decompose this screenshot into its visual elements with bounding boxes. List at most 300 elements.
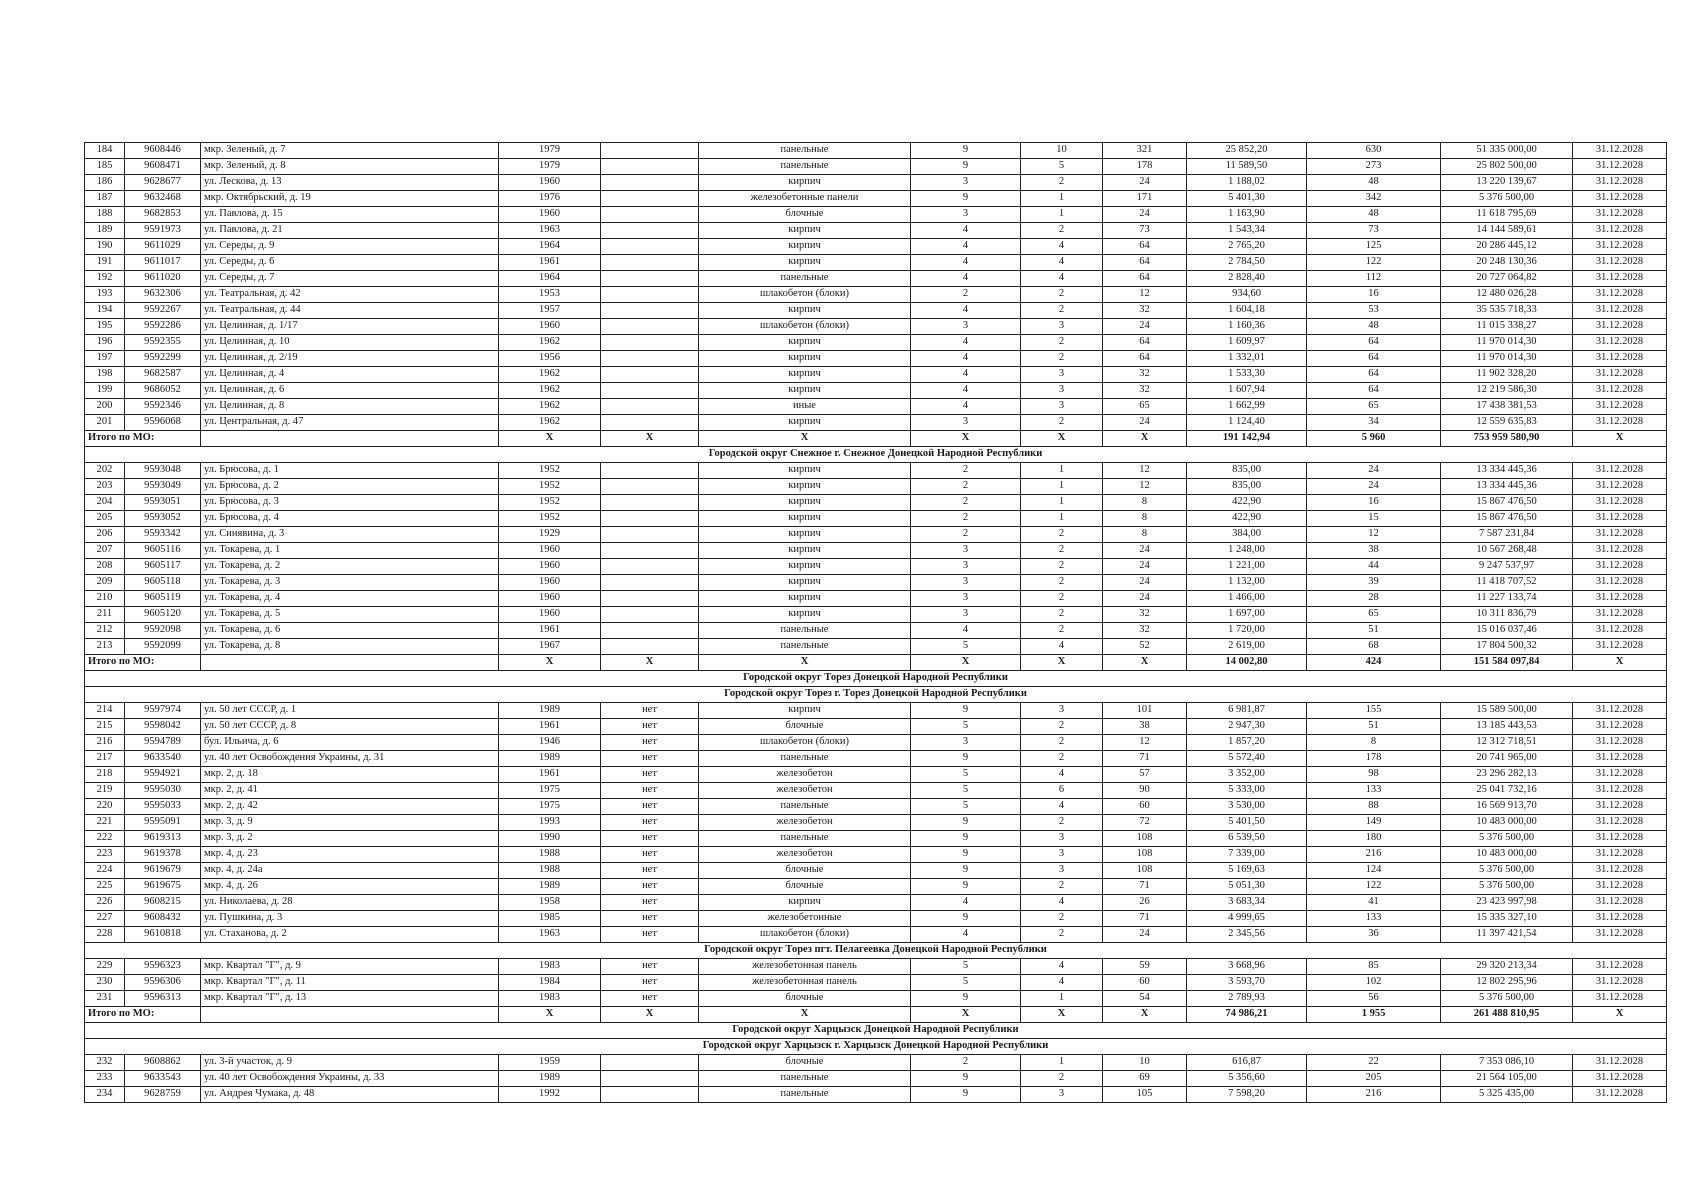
wall-material-cell: блочные (699, 1055, 911, 1071)
gas-status-cell: нет (601, 847, 699, 863)
wall-material-cell: панельные (699, 159, 911, 175)
entrances-cell: 2 (1021, 623, 1103, 639)
cost-cell: 11 227 133,74 (1441, 591, 1573, 607)
table-row (85, 815, 1667, 831)
building-id-cell: 9633543 (125, 1071, 201, 1087)
address-cell: ул. Целинная, д. 2/19 (201, 351, 499, 367)
building-id-cell: 9619378 (125, 847, 201, 863)
gas-status-cell (601, 495, 699, 511)
address-cell: мкр. Зеленый, д. 7 (201, 143, 499, 159)
area-cell: 3 352,00 (1187, 767, 1307, 783)
cost-cell: 25 041 732,16 (1441, 783, 1573, 799)
residents-cell: 16 (1307, 495, 1441, 511)
entrances-cell: 2 (1021, 287, 1103, 303)
area-cell: 5 401,50 (1187, 815, 1307, 831)
row-number-cell: 184 (85, 143, 125, 159)
address-cell: ул. Целинная, д. 4 (201, 367, 499, 383)
residents-cell: 24 (1307, 463, 1441, 479)
year-built-cell: 1952 (499, 479, 601, 495)
area-cell: 384,00 (1187, 527, 1307, 543)
wall-material-cell: панельные (699, 143, 911, 159)
table-row (85, 207, 1667, 223)
wall-material-cell: железобетонные панели (699, 191, 911, 207)
gas-status-cell (601, 239, 699, 255)
address-cell: ул. Центральная, д. 47 (201, 415, 499, 431)
floors-cell: 2 (911, 287, 1021, 303)
total-cell: X (1103, 431, 1187, 447)
row-number-cell: 201 (85, 415, 125, 431)
residents-cell: 65 (1307, 399, 1441, 415)
floors-cell: 4 (911, 239, 1021, 255)
table-row (85, 303, 1667, 319)
cost-cell: 25 802 500,00 (1441, 159, 1573, 175)
deadline-cell: 31.12.2028 (1573, 399, 1667, 415)
wall-material-cell: кирпич (699, 303, 911, 319)
entrances-cell: 2 (1021, 735, 1103, 751)
entrances-cell: 2 (1021, 415, 1103, 431)
table-row (85, 623, 1667, 639)
cost-cell: 21 564 105,00 (1441, 1071, 1573, 1087)
residents-cell: 205 (1307, 1071, 1441, 1087)
residents-cell: 65 (1307, 607, 1441, 623)
total-cell: 1 955 (1307, 1007, 1441, 1023)
apartments-cell: 24 (1103, 543, 1187, 559)
wall-material-cell: блочные (699, 207, 911, 223)
wall-material-cell: кирпич (699, 239, 911, 255)
total-cell: X (699, 655, 911, 671)
gas-status-cell (601, 287, 699, 303)
total-cell: X (601, 655, 699, 671)
gas-status-cell (601, 575, 699, 591)
row-number-cell: 192 (85, 271, 125, 287)
building-id-cell: 9628759 (125, 1087, 201, 1103)
deadline-cell: 31.12.2028 (1573, 511, 1667, 527)
address-cell: ул. Синявина, д. 3 (201, 527, 499, 543)
row-number-cell: 199 (85, 383, 125, 399)
row-number-cell: 195 (85, 319, 125, 335)
row-number-cell: 233 (85, 1071, 125, 1087)
deadline-cell: 31.12.2028 (1573, 271, 1667, 287)
table-row (85, 511, 1667, 527)
building-id-cell: 9608446 (125, 143, 201, 159)
row-number-cell: 191 (85, 255, 125, 271)
row-number-cell: 208 (85, 559, 125, 575)
apartments-cell: 65 (1103, 399, 1187, 415)
year-built-cell: 1983 (499, 991, 601, 1007)
residents-cell: 48 (1307, 319, 1441, 335)
building-id-cell: 9610818 (125, 927, 201, 943)
table-row (85, 415, 1667, 431)
apartments-cell: 26 (1103, 895, 1187, 911)
cost-cell: 20 741 965,00 (1441, 751, 1573, 767)
section-header-row (85, 943, 1667, 959)
table-row (85, 959, 1667, 975)
address-cell: ул. Андрея Чумака, д. 48 (201, 1087, 499, 1103)
gas-status-cell (601, 207, 699, 223)
row-number-cell: 230 (85, 975, 125, 991)
residents-cell: 630 (1307, 143, 1441, 159)
cost-cell: 11 618 795,69 (1441, 207, 1573, 223)
cost-cell: 35 535 718,33 (1441, 303, 1573, 319)
area-cell: 1 163,90 (1187, 207, 1307, 223)
cost-cell: 29 320 213,34 (1441, 959, 1573, 975)
total-cell: X (1573, 1007, 1667, 1023)
entrances-cell: 1 (1021, 479, 1103, 495)
row-number-cell: 212 (85, 623, 125, 639)
total-cell: X (1103, 655, 1187, 671)
wall-material-cell: кирпич (699, 511, 911, 527)
residents-cell: 22 (1307, 1055, 1441, 1071)
gas-status-cell: нет (601, 991, 699, 1007)
area-cell: 422,90 (1187, 511, 1307, 527)
deadline-cell: 31.12.2028 (1573, 815, 1667, 831)
cost-cell: 15 335 327,10 (1441, 911, 1573, 927)
floors-cell: 5 (911, 767, 1021, 783)
deadline-cell: 31.12.2028 (1573, 303, 1667, 319)
deadline-cell: 31.12.2028 (1573, 479, 1667, 495)
building-id-cell: 9605119 (125, 591, 201, 607)
row-number-cell: 216 (85, 735, 125, 751)
address-cell: ул. Целинная, д. 8 (201, 399, 499, 415)
residents-cell: 12 (1307, 527, 1441, 543)
floors-cell: 4 (911, 271, 1021, 287)
wall-material-cell: кирпич (699, 703, 911, 719)
gas-status-cell (601, 1055, 699, 1071)
residents-cell: 342 (1307, 191, 1441, 207)
apartments-cell: 54 (1103, 991, 1187, 1007)
building-id-cell: 9595091 (125, 815, 201, 831)
residents-cell: 8 (1307, 735, 1441, 751)
table-row (85, 399, 1667, 415)
floors-cell: 3 (911, 559, 1021, 575)
gas-status-cell (601, 367, 699, 383)
area-cell: 1 466,00 (1187, 591, 1307, 607)
wall-material-cell: кирпич (699, 255, 911, 271)
deadline-cell: 31.12.2028 (1573, 575, 1667, 591)
entrances-cell: 3 (1021, 319, 1103, 335)
wall-material-cell: железобетонная панель (699, 959, 911, 975)
year-built-cell: 1990 (499, 831, 601, 847)
entrances-cell: 1 (1021, 463, 1103, 479)
total-row (85, 655, 1667, 671)
total-cell: X (911, 431, 1021, 447)
apartments-cell: 8 (1103, 495, 1187, 511)
table-row (85, 847, 1667, 863)
residents-cell: 133 (1307, 911, 1441, 927)
deadline-cell: 31.12.2028 (1573, 1071, 1667, 1087)
cost-cell: 12 559 635,83 (1441, 415, 1573, 431)
cost-cell: 5 325 435,00 (1441, 1087, 1573, 1103)
area-cell: 1 248,00 (1187, 543, 1307, 559)
total-cell: X (499, 431, 601, 447)
year-built-cell: 1962 (499, 415, 601, 431)
building-id-cell: 9686052 (125, 383, 201, 399)
area-cell: 835,00 (1187, 463, 1307, 479)
deadline-cell: 31.12.2028 (1573, 415, 1667, 431)
cost-cell: 20 248 130,36 (1441, 255, 1573, 271)
entrances-cell: 2 (1021, 591, 1103, 607)
year-built-cell: 1962 (499, 367, 601, 383)
building-id-cell: 9611029 (125, 239, 201, 255)
area-cell: 7 339,00 (1187, 847, 1307, 863)
deadline-cell: 31.12.2028 (1573, 159, 1667, 175)
apartments-cell: 59 (1103, 959, 1187, 975)
year-built-cell: 1946 (499, 735, 601, 751)
building-id-cell: 9597974 (125, 703, 201, 719)
total-cell: 424 (1307, 655, 1441, 671)
total-cell: X (1573, 655, 1667, 671)
gas-status-cell (601, 1071, 699, 1087)
total-cell: X (499, 655, 601, 671)
building-id-cell: 9596313 (125, 991, 201, 1007)
table-row (85, 287, 1667, 303)
year-built-cell: 1958 (499, 895, 601, 911)
section-header-row (85, 671, 1667, 687)
cost-cell: 10 483 000,00 (1441, 815, 1573, 831)
wall-material-cell: кирпич (699, 591, 911, 607)
floors-cell: 2 (911, 495, 1021, 511)
section-title: Городской округ Харцызск г. Харцызск Донецкой Народной Республики (85, 1039, 1667, 1055)
apartments-cell: 178 (1103, 159, 1187, 175)
section-title: Городской округ Торез Донецкой Народной Республики (85, 671, 1667, 687)
gas-status-cell (601, 175, 699, 191)
row-number-cell: 187 (85, 191, 125, 207)
gas-status-cell (601, 527, 699, 543)
cost-cell: 11 418 707,52 (1441, 575, 1573, 591)
deadline-cell: 31.12.2028 (1573, 719, 1667, 735)
area-cell: 2 619,00 (1187, 639, 1307, 655)
building-id-cell: 9608471 (125, 159, 201, 175)
area-cell: 5 333,00 (1187, 783, 1307, 799)
table-row (85, 191, 1667, 207)
floors-cell: 4 (911, 303, 1021, 319)
wall-material-cell: железобетон (699, 815, 911, 831)
apartments-cell: 12 (1103, 463, 1187, 479)
building-id-cell: 9633540 (125, 751, 201, 767)
wall-material-cell: железобетон (699, 767, 911, 783)
deadline-cell: 31.12.2028 (1573, 623, 1667, 639)
deadline-cell: 31.12.2028 (1573, 559, 1667, 575)
wall-material-cell: кирпич (699, 495, 911, 511)
row-number-cell: 217 (85, 751, 125, 767)
year-built-cell: 1979 (499, 143, 601, 159)
area-cell: 5 401,30 (1187, 191, 1307, 207)
entrances-cell: 3 (1021, 1087, 1103, 1103)
area-cell: 1 188,02 (1187, 175, 1307, 191)
area-cell: 3 668,96 (1187, 959, 1307, 975)
entrances-cell: 10 (1021, 143, 1103, 159)
residents-cell: 51 (1307, 623, 1441, 639)
area-cell: 2 765,20 (1187, 239, 1307, 255)
residents-cell: 36 (1307, 927, 1441, 943)
address-cell: ул. Токарева, д. 1 (201, 543, 499, 559)
deadline-cell: 31.12.2028 (1573, 255, 1667, 271)
gas-status-cell: нет (601, 863, 699, 879)
floors-cell: 9 (911, 831, 1021, 847)
building-id-cell: 9592098 (125, 623, 201, 639)
apartments-cell: 72 (1103, 815, 1187, 831)
entrances-cell: 2 (1021, 575, 1103, 591)
table-row (85, 607, 1667, 623)
row-number-cell: 215 (85, 719, 125, 735)
apartments-cell: 24 (1103, 591, 1187, 607)
year-built-cell: 1961 (499, 255, 601, 271)
row-number-cell: 207 (85, 543, 125, 559)
apartments-cell: 101 (1103, 703, 1187, 719)
cost-cell: 7 353 086,10 (1441, 1055, 1573, 1071)
residents-cell: 73 (1307, 223, 1441, 239)
gas-status-cell (601, 319, 699, 335)
floors-cell: 5 (911, 783, 1021, 799)
table-row (85, 591, 1667, 607)
address-cell: ул. Середы, д. 7 (201, 271, 499, 287)
row-number-cell: 228 (85, 927, 125, 943)
table-row (85, 639, 1667, 655)
wall-material-cell: шлакобетон (блоки) (699, 287, 911, 303)
year-built-cell: 1992 (499, 1087, 601, 1103)
row-number-cell: 219 (85, 783, 125, 799)
cost-cell: 15 016 037,46 (1441, 623, 1573, 639)
entrances-cell: 2 (1021, 911, 1103, 927)
address-cell: ул. Целинная, д. 6 (201, 383, 499, 399)
entrances-cell: 2 (1021, 303, 1103, 319)
year-built-cell: 1963 (499, 223, 601, 239)
wall-material-cell: панельные (699, 623, 911, 639)
floors-cell: 3 (911, 543, 1021, 559)
wall-material-cell: кирпич (699, 463, 911, 479)
floors-cell: 5 (911, 639, 1021, 655)
entrances-cell: 5 (1021, 159, 1103, 175)
section-title: Городской округ Харцызск Донецкой Народной Республики (85, 1023, 1667, 1039)
cost-cell: 10 483 000,00 (1441, 847, 1573, 863)
address-cell: мкр. 3, д. 9 (201, 815, 499, 831)
total-cell: 191 142,94 (1187, 431, 1307, 447)
gas-status-cell (601, 399, 699, 415)
year-built-cell: 1989 (499, 879, 601, 895)
apartments-cell: 24 (1103, 575, 1187, 591)
apartments-cell: 69 (1103, 1071, 1187, 1087)
residents-cell: 112 (1307, 271, 1441, 287)
address-cell: мкр. 4, д. 23 (201, 847, 499, 863)
floors-cell: 2 (911, 527, 1021, 543)
building-id-cell: 9592267 (125, 303, 201, 319)
row-number-cell: 223 (85, 847, 125, 863)
address-cell: бул. Ильича, д. 6 (201, 735, 499, 751)
residents-cell: 48 (1307, 175, 1441, 191)
year-built-cell: 1952 (499, 463, 601, 479)
entrances-cell: 2 (1021, 223, 1103, 239)
address-cell: ул. Театральная, д. 42 (201, 287, 499, 303)
table-row (85, 991, 1667, 1007)
area-cell: 1 857,20 (1187, 735, 1307, 751)
address-cell: ул. Токарева, д. 2 (201, 559, 499, 575)
area-cell: 2 784,50 (1187, 255, 1307, 271)
row-number-cell: 196 (85, 335, 125, 351)
year-built-cell: 1989 (499, 703, 601, 719)
year-built-cell: 1976 (499, 191, 601, 207)
residents-cell: 149 (1307, 815, 1441, 831)
apartments-cell: 24 (1103, 319, 1187, 335)
table-row (85, 175, 1667, 191)
table-row (85, 383, 1667, 399)
deadline-cell: 31.12.2028 (1573, 863, 1667, 879)
floors-cell: 9 (911, 191, 1021, 207)
address-cell: мкр. 2, д. 18 (201, 767, 499, 783)
wall-material-cell: кирпич (699, 575, 911, 591)
row-number-cell: 231 (85, 991, 125, 1007)
wall-material-cell: кирпич (699, 607, 911, 623)
table-row (85, 495, 1667, 511)
building-id-cell: 9592346 (125, 399, 201, 415)
building-id-cell: 9593049 (125, 479, 201, 495)
deadline-cell: 31.12.2028 (1573, 879, 1667, 895)
year-built-cell: 1993 (499, 815, 601, 831)
deadline-cell: 31.12.2028 (1573, 335, 1667, 351)
address-cell: мкр. 4, д. 24а (201, 863, 499, 879)
entrances-cell: 4 (1021, 767, 1103, 783)
table-row (85, 319, 1667, 335)
wall-material-cell: кирпич (699, 223, 911, 239)
wall-material-cell: шлакобетон (блоки) (699, 319, 911, 335)
residents-cell: 16 (1307, 287, 1441, 303)
area-cell: 6 539,50 (1187, 831, 1307, 847)
total-label: Итого по МО: (85, 655, 201, 671)
address-cell: мкр. Зеленый, д. 8 (201, 159, 499, 175)
floors-cell: 4 (911, 335, 1021, 351)
wall-material-cell: кирпич (699, 543, 911, 559)
total-cell: X (601, 1007, 699, 1023)
table-row (85, 1087, 1667, 1103)
area-cell: 5 169,63 (1187, 863, 1307, 879)
address-cell: ул. Пушкина, д. 3 (201, 911, 499, 927)
row-number-cell: 185 (85, 159, 125, 175)
deadline-cell: 31.12.2028 (1573, 175, 1667, 191)
address-cell: ул. Брюсова, д. 4 (201, 511, 499, 527)
entrances-cell: 3 (1021, 863, 1103, 879)
area-cell: 1 124,40 (1187, 415, 1307, 431)
entrances-cell: 2 (1021, 815, 1103, 831)
residents-cell: 68 (1307, 639, 1441, 655)
address-cell: мкр. 3, д. 2 (201, 831, 499, 847)
cost-cell: 23 296 282,13 (1441, 767, 1573, 783)
table-row (85, 719, 1667, 735)
apartments-cell: 60 (1103, 799, 1187, 815)
address-cell: ул. 50 лет СССР, д. 8 (201, 719, 499, 735)
residents-cell: 15 (1307, 511, 1441, 527)
table-row (85, 527, 1667, 543)
entrances-cell: 3 (1021, 367, 1103, 383)
floors-cell: 4 (911, 623, 1021, 639)
floors-cell: 4 (911, 351, 1021, 367)
residents-cell: 85 (1307, 959, 1441, 975)
area-cell: 1 543,34 (1187, 223, 1307, 239)
building-id-cell: 9594921 (125, 767, 201, 783)
address-cell: ул. Токарева, д. 5 (201, 607, 499, 623)
floors-cell: 9 (911, 911, 1021, 927)
row-number-cell: 194 (85, 303, 125, 319)
deadline-cell: 31.12.2028 (1573, 495, 1667, 511)
floors-cell: 5 (911, 959, 1021, 975)
total-cell: X (699, 431, 911, 447)
apartments-cell: 24 (1103, 415, 1187, 431)
building-id-cell: 9608432 (125, 911, 201, 927)
year-built-cell: 1960 (499, 319, 601, 335)
floors-cell: 9 (911, 143, 1021, 159)
total-cell: 14 002,80 (1187, 655, 1307, 671)
gas-status-cell: нет (601, 799, 699, 815)
wall-material-cell: кирпич (699, 559, 911, 575)
area-cell: 1 720,00 (1187, 623, 1307, 639)
